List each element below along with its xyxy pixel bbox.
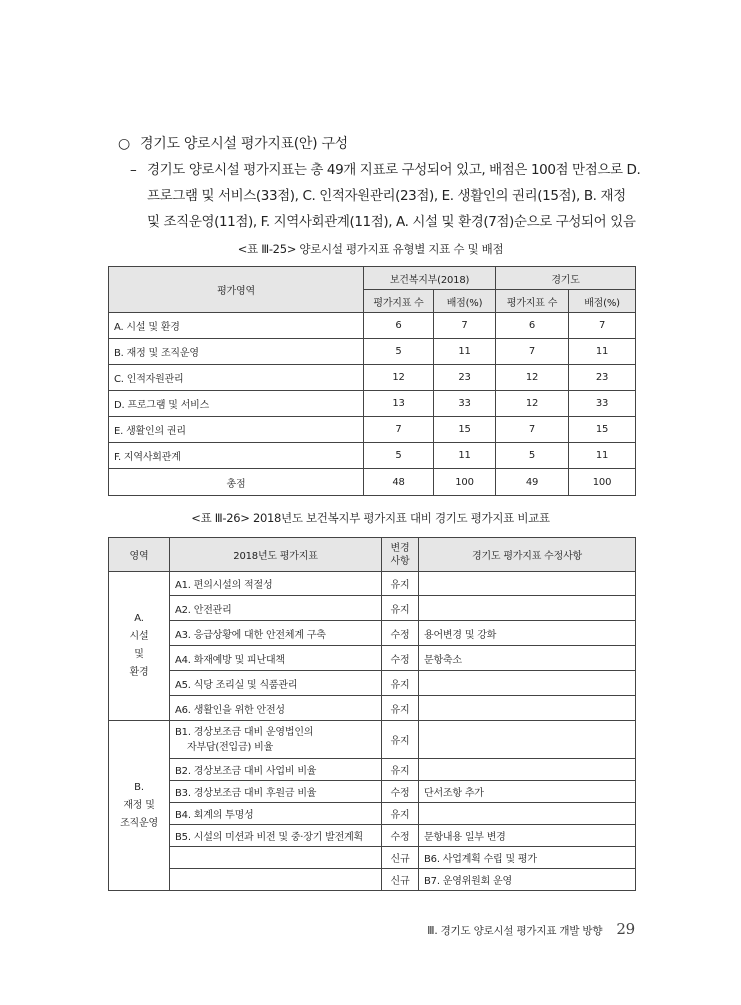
section-heading bbox=[118, 133, 348, 153]
cell-value: 5 bbox=[364, 339, 434, 365]
change-cell: 유지 bbox=[382, 572, 419, 596]
cell-value: 11 bbox=[569, 339, 636, 365]
table-row bbox=[109, 781, 636, 803]
area-label-line: 및 bbox=[134, 649, 144, 660]
table-row bbox=[109, 339, 636, 365]
cell-value: 7 bbox=[364, 417, 434, 443]
table-row bbox=[109, 391, 636, 417]
summary-paragraph bbox=[130, 157, 650, 235]
table1-caption: <표 Ⅲ-25> 양로시설 평가지표 유형별 지표 수 및 배점 bbox=[237, 242, 504, 256]
table-row bbox=[109, 847, 636, 869]
change-cell: 유지 bbox=[382, 596, 419, 621]
cell-value: 23 bbox=[434, 365, 496, 391]
change-cell: 신규 bbox=[382, 847, 419, 869]
header-revision: 경기도 평가지표 수정사항 bbox=[419, 538, 636, 572]
revision-cell: 단서조항 추가 bbox=[419, 781, 636, 803]
revision-cell bbox=[419, 671, 636, 696]
table-row bbox=[109, 803, 636, 825]
section-heading-text: 경기도 양로시설 평가지표(안) 구성 bbox=[140, 136, 348, 152]
indicator-cell: A5. 식당 조리실 및 식품관리 bbox=[170, 671, 382, 696]
cell-value: 5 bbox=[496, 443, 569, 469]
table2-caption: <표 Ⅲ-26> 2018년도 보건복지부 평가지표 대비 경기도 평가지표 비교표 bbox=[191, 511, 550, 525]
change-cell: 유지 bbox=[382, 721, 419, 759]
change-cell: 유지 bbox=[382, 696, 419, 721]
header-area: 영역 bbox=[109, 538, 170, 572]
indicator-cell: A2. 안전관리 bbox=[170, 596, 382, 621]
cell-value: 7 bbox=[496, 417, 569, 443]
paragraph-line: 프로그램 및 서비스(33점), C. 인적자원관리(23점), E. 생활인의 권리(15점), B. 재정 bbox=[147, 188, 626, 204]
table-row bbox=[109, 621, 636, 646]
revision-cell bbox=[419, 596, 636, 621]
area-label-line: 환경 bbox=[129, 667, 149, 678]
header-score: 배점(%) bbox=[434, 290, 496, 313]
cell-value: 7 bbox=[496, 339, 569, 365]
chapter-title: Ⅲ. 경기도 양로시설 평가지표 개발 방향 bbox=[427, 925, 603, 937]
header-count: 평가지표 수 bbox=[496, 290, 569, 313]
change-cell: 신규 bbox=[382, 869, 419, 891]
indicator-cell bbox=[170, 721, 382, 759]
area-a-label bbox=[109, 572, 170, 721]
table-row bbox=[109, 365, 636, 391]
indicator-cell: B5. 시설의 미션과 비전 및 중·장기 발전계획 bbox=[170, 825, 382, 847]
cell-value: 100 bbox=[434, 469, 496, 496]
cell-value: 7 bbox=[569, 313, 636, 339]
header-area: 평가영역 bbox=[109, 267, 364, 313]
row-area: B. 재정 및 조직운영 bbox=[109, 339, 364, 365]
header-group-gyeonggi: 경기도 bbox=[496, 267, 636, 290]
cell-value: 12 bbox=[364, 365, 434, 391]
indicator-cell: A4. 화재예방 및 피난대책 bbox=[170, 646, 382, 671]
paragraph-line: 및 조직운영(11점), F. 지역사회관계(11점), A. 시설 및 환경(7점)순으로 구성되어 있음 bbox=[147, 214, 636, 230]
header-indicator: 2018년도 평가지표 bbox=[170, 538, 382, 572]
cell-value: 13 bbox=[364, 391, 434, 417]
area-label-line: 재정 및 bbox=[123, 799, 155, 811]
indicator-cell: B4. 회계의 투명성 bbox=[170, 803, 382, 825]
cell-value: 7 bbox=[434, 313, 496, 339]
row-area: D. 프로그램 및 서비스 bbox=[109, 391, 364, 417]
table-row bbox=[109, 825, 636, 847]
table-row bbox=[109, 721, 636, 759]
cell-value: 23 bbox=[569, 365, 636, 391]
revision-cell: 문항내용 일부 변경 bbox=[419, 825, 636, 847]
change-cell: 수정 bbox=[382, 825, 419, 847]
change-cell: 수정 bbox=[382, 781, 419, 803]
revision-cell bbox=[419, 721, 636, 759]
table-row bbox=[109, 443, 636, 469]
change-cell: 유지 bbox=[382, 759, 419, 781]
change-cell: 유지 bbox=[382, 671, 419, 696]
paragraph-line: 경기도 양로시설 평가지표는 총 49개 지표로 구성되어 있고, 배점은 100점 만점으로 D. bbox=[147, 162, 641, 178]
cell-value: 5 bbox=[364, 443, 434, 469]
cell-value: 11 bbox=[569, 443, 636, 469]
cell-value: 100 bbox=[569, 469, 636, 496]
cell-value: 49 bbox=[496, 469, 569, 496]
row-area: F. 지역사회관계 bbox=[109, 443, 364, 469]
cell-value: 12 bbox=[496, 365, 569, 391]
total-row bbox=[109, 469, 636, 496]
revision-cell: 용어변경 및 강화 bbox=[419, 621, 636, 646]
header-score: 배점(%) bbox=[569, 290, 636, 313]
table-row bbox=[109, 671, 636, 696]
header-change-line: 사항 bbox=[390, 555, 410, 567]
cell-value: 11 bbox=[434, 443, 496, 469]
indicator-cell: B2. 경상보조금 대비 사업비 비율 bbox=[170, 759, 382, 781]
header-count: 평가지표 수 bbox=[364, 290, 434, 313]
table-row bbox=[109, 417, 636, 443]
cell-value: 33 bbox=[434, 391, 496, 417]
header-change bbox=[382, 538, 419, 572]
area-label-line: 조직운영 bbox=[120, 817, 158, 829]
revision-cell: B6. 사업계획 수립 및 평가 bbox=[419, 847, 636, 869]
cell-value: 33 bbox=[569, 391, 636, 417]
revision-cell bbox=[419, 803, 636, 825]
cell-value: 11 bbox=[434, 339, 496, 365]
area-label-line: A. bbox=[134, 613, 144, 624]
page-number: 29 bbox=[616, 920, 635, 938]
indicator-line: 자부담(전입금) 비율 bbox=[187, 741, 274, 753]
change-cell: 유지 bbox=[382, 803, 419, 825]
page-footer bbox=[427, 920, 635, 938]
header-change-line: 변경 bbox=[390, 542, 410, 554]
dash-bullet-icon: – bbox=[130, 162, 137, 178]
table-row bbox=[109, 313, 636, 339]
change-cell: 수정 bbox=[382, 621, 419, 646]
total-label: 총점 bbox=[109, 469, 364, 496]
table-row bbox=[109, 759, 636, 781]
revision-cell bbox=[419, 572, 636, 596]
indicator-line: B1. 경상보조금 대비 운영법인의 bbox=[175, 726, 314, 738]
table-row bbox=[109, 596, 636, 621]
row-area: C. 인적자원관리 bbox=[109, 365, 364, 391]
header-group-mohw: 보건복지부(2018) bbox=[364, 267, 496, 290]
table-row bbox=[109, 696, 636, 721]
cell-value: 15 bbox=[434, 417, 496, 443]
revision-cell: 문항축소 bbox=[419, 646, 636, 671]
cell-value: 6 bbox=[496, 313, 569, 339]
indicator-cell: A3. 응급상황에 대한 안전체계 구축 bbox=[170, 621, 382, 646]
table-row bbox=[109, 869, 636, 891]
cell-value: 48 bbox=[364, 469, 434, 496]
indicator-cell: A1. 편의시설의 적절성 bbox=[170, 572, 382, 596]
table-row bbox=[109, 646, 636, 671]
indicator-cell bbox=[170, 869, 382, 891]
indicator-cell bbox=[170, 847, 382, 869]
cell-value: 12 bbox=[496, 391, 569, 417]
indicator-cell: B3. 경상보조금 대비 후원금 비율 bbox=[170, 781, 382, 803]
revision-cell bbox=[419, 696, 636, 721]
area-label-line: B. bbox=[134, 781, 144, 793]
indicator-cell: A6. 생활인을 위한 안전성 bbox=[170, 696, 382, 721]
cell-value: 15 bbox=[569, 417, 636, 443]
change-cell: 수정 bbox=[382, 646, 419, 671]
indicator-count-table bbox=[108, 266, 636, 496]
cell-value: 6 bbox=[364, 313, 434, 339]
comparison-table bbox=[108, 537, 636, 891]
circle-bullet-icon: ○ bbox=[118, 136, 130, 152]
row-area: E. 생활인의 권리 bbox=[109, 417, 364, 443]
revision-cell: B7. 운영위원회 운영 bbox=[419, 869, 636, 891]
table-row bbox=[109, 572, 636, 596]
area-label-line: 시설 bbox=[129, 631, 149, 642]
revision-cell bbox=[419, 759, 636, 781]
area-b-label bbox=[109, 721, 170, 891]
row-area: A. 시설 및 환경 bbox=[109, 313, 364, 339]
